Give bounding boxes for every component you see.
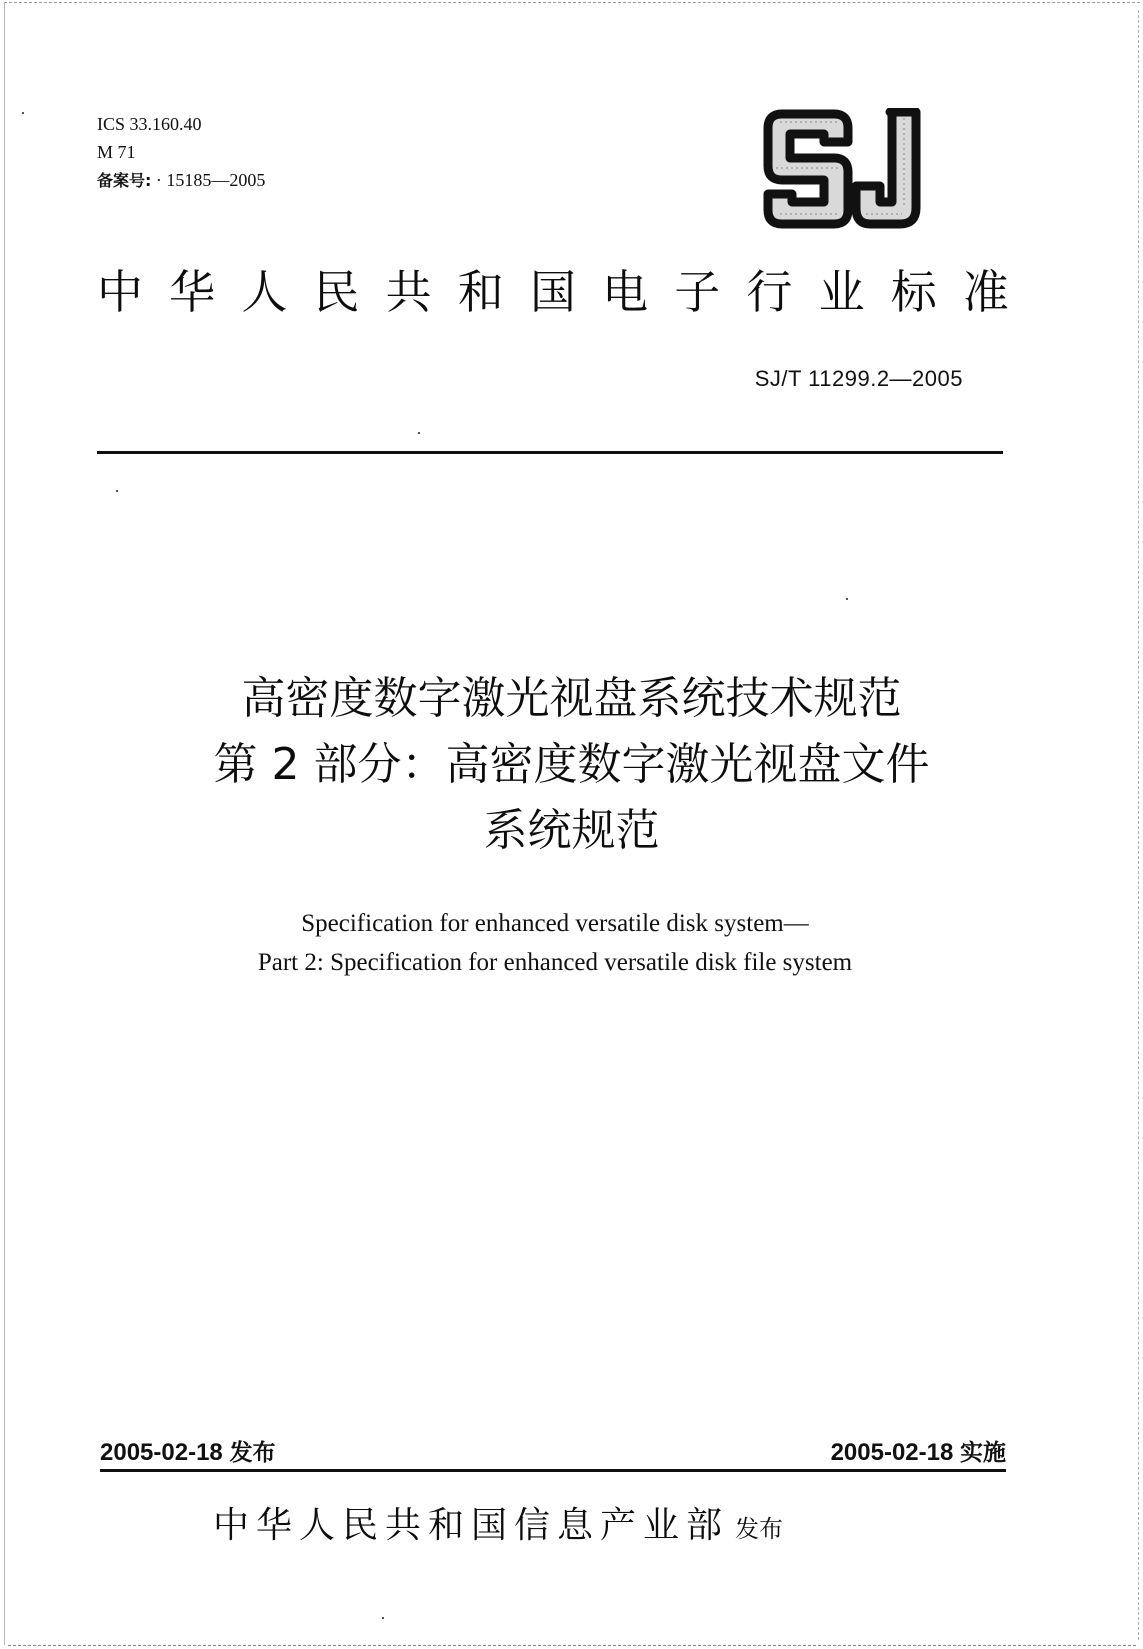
classification-block bbox=[97, 110, 265, 195]
heading-char: 行 bbox=[746, 265, 793, 319]
issuing-action: 发布 bbox=[735, 1515, 784, 1543]
document-title-line-1: 高密度数字激光视盘系统技术规范 bbox=[241, 673, 902, 724]
ics-code: ICS 33.160.40 bbox=[97, 114, 202, 134]
heading-char: 共 bbox=[385, 265, 432, 319]
scan-speck bbox=[22, 112, 24, 114]
sj-logo-icon bbox=[762, 108, 924, 230]
filing-number-line bbox=[97, 166, 265, 195]
english-title-line-1: Specification for enhanced versatile disk system— bbox=[301, 910, 809, 937]
scan-speck bbox=[846, 598, 848, 600]
issuing-organization: 中华人民共和国信息产业部 bbox=[213, 1505, 730, 1546]
page-frame-top bbox=[4, 2, 1140, 3]
implement-date-value: 2005-02-18 bbox=[830, 1439, 954, 1466]
issuing-body bbox=[213, 1502, 783, 1553]
scan-speck bbox=[116, 490, 118, 492]
publish-date-label: 发布 bbox=[229, 1440, 276, 1466]
heading-char: 民 bbox=[313, 265, 360, 319]
filing-number-label: 备案号: bbox=[97, 171, 152, 190]
english-title-line-2: Part 2: Specification for enhanced versatile disk file system bbox=[257, 949, 853, 976]
heading-char: 国 bbox=[529, 265, 576, 319]
document-title-line-3: 系统规范 bbox=[483, 805, 660, 856]
publish-date bbox=[100, 1438, 275, 1468]
standard-number: SJ/T 11299.2—2005 bbox=[754, 366, 963, 391]
header-divider bbox=[97, 451, 1003, 454]
publish-date-value: 2005-02-18 bbox=[100, 1439, 223, 1466]
category-code: M 71 bbox=[97, 142, 136, 162]
heading-char: 中 bbox=[97, 265, 143, 319]
implement-date-label: 实施 bbox=[960, 1440, 1006, 1466]
heading-char: 业 bbox=[818, 265, 865, 319]
page-frame-bottom bbox=[8, 1645, 1136, 1646]
filing-number-value: · 15185—2005 bbox=[155, 170, 266, 190]
heading-char: 准 bbox=[962, 265, 1009, 319]
footer-divider bbox=[100, 1469, 1006, 1472]
heading-char: 子 bbox=[674, 265, 721, 319]
english-title bbox=[0, 904, 1110, 982]
implement-date bbox=[831, 1438, 1006, 1468]
document-title bbox=[0, 666, 1143, 864]
scan-speck bbox=[382, 1617, 384, 1619]
heading-char: 电 bbox=[602, 265, 649, 319]
document-title-line-2: 第 2 部分：高密度数字激光视盘文件 bbox=[213, 739, 930, 790]
heading-char: 和 bbox=[457, 265, 504, 319]
heading-char: 人 bbox=[241, 265, 288, 319]
heading-char: 华 bbox=[169, 265, 216, 319]
dates-row bbox=[100, 1438, 1006, 1468]
heading-char: 标 bbox=[890, 265, 937, 319]
national-standard-heading bbox=[97, 262, 1009, 322]
scan-speck bbox=[418, 432, 420, 434]
